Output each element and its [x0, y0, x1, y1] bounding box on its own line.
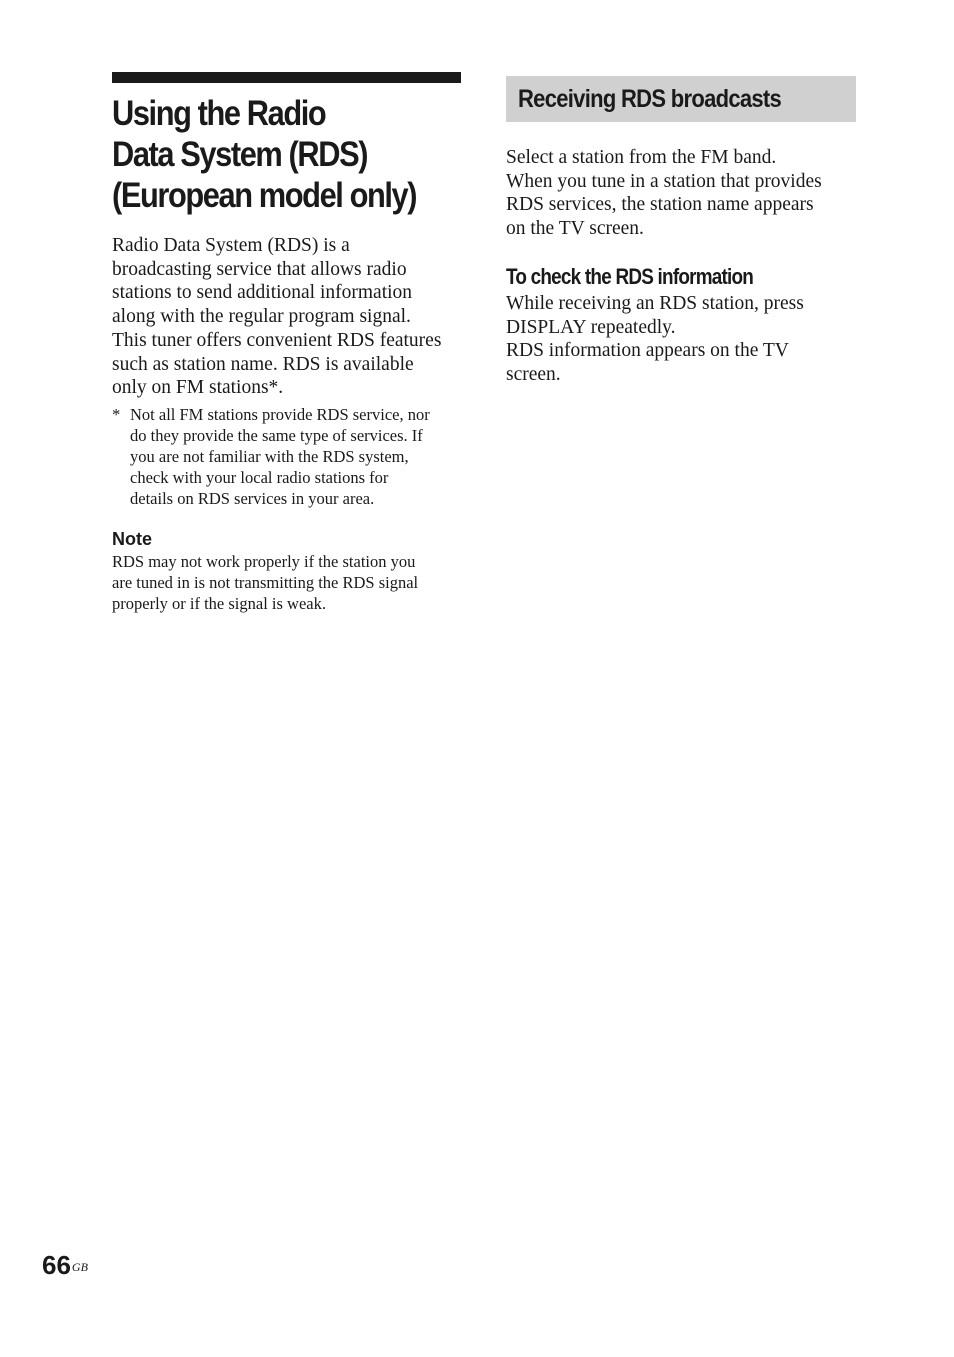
note-heading: Note [112, 528, 152, 549]
intro-line: Radio Data System (RDS) is a [112, 235, 350, 256]
page-number-suffix: GB [71, 1260, 88, 1274]
body-line: Select a station from the FM band. [506, 147, 777, 168]
body-line: on the TV screen. [506, 218, 644, 240]
footnote-line: do they provide the same type of services. If [130, 425, 423, 445]
body-line: DISPLAY repeatedly. [506, 316, 676, 338]
note-line: RDS may not work properly if the station you [112, 551, 416, 571]
section-heading: Receiving RDS broadcasts [518, 85, 782, 113]
title-line: Data System (RDS) [112, 135, 368, 174]
body-line: screen. [506, 363, 561, 385]
footnote-line: check with your local radio stations for [130, 467, 389, 487]
title-line: Using the Radio [112, 94, 326, 133]
intro-line: stations to send additional information [112, 282, 413, 304]
body-line: While receiving an RDS station, press [506, 292, 804, 314]
page-number-value: 66 [42, 1250, 71, 1280]
page-number [42, 1249, 88, 1281]
left-column [112, 72, 461, 614]
body-line: RDS services, the station name appears [506, 194, 814, 216]
intro-paragraph [112, 234, 461, 400]
intro-line: broadcasting service that allows radio [112, 258, 407, 280]
rds-info-paragraph [506, 292, 856, 387]
intro-line: such as station name. RDS is available [112, 353, 414, 375]
body-line: When you tune in a station that provides [506, 170, 822, 192]
rds-info-subheading: To check the RDS information [506, 263, 754, 289]
right-column [506, 76, 856, 387]
footnote-line: Not all FM stations provide RDS service, nor [130, 404, 430, 424]
footnote-line: details on RDS services in your area. [130, 488, 375, 508]
title-line: (European model only) [112, 176, 417, 215]
footnote [112, 404, 461, 509]
page-title [112, 93, 464, 216]
body-line: RDS information appears on the TV [506, 340, 789, 362]
receiving-paragraph [506, 146, 856, 241]
note-text [112, 551, 461, 614]
note-line: are tuned in is not transmitting the RDS signal [112, 572, 419, 592]
footnote-asterisk: * [112, 404, 121, 424]
note-line: properly or if the signal is weak. [112, 593, 326, 613]
section-heading-box [506, 76, 856, 122]
footnote-line: you are not familiar with the RDS system, [130, 446, 409, 466]
intro-line: along with the regular program signal. [112, 306, 411, 328]
intro-line: only on FM stations*. [112, 377, 284, 399]
title-rule [112, 72, 461, 83]
intro-line: This tuner offers convenient RDS features [112, 329, 442, 351]
